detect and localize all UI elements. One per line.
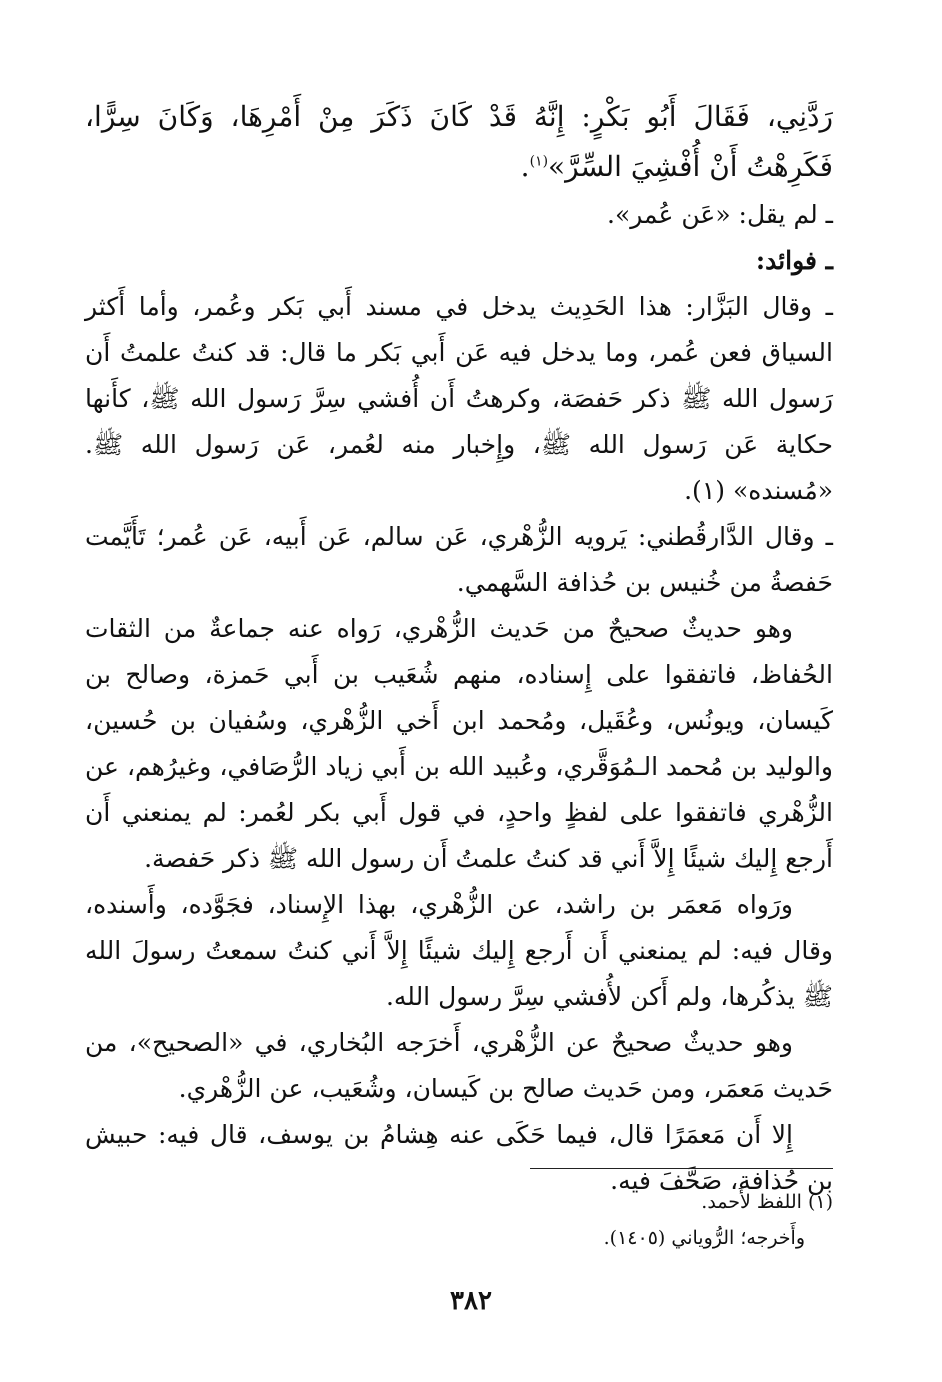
footnote-1: (١) اللفظ لأَحمد.: [701, 1191, 833, 1213]
paragraph-mamar: ورَواه مَعمَر بن راشد، عن الزُّهْري، بهذا الإِسناد، فجَوَّده، وأَسنده، وقال فيه: لم يمنعني أَن أَرجع إِليك شيئًا إِلاَّ أَني كنتُ سمعتُ رسولَ الله ﷺ يذكُرها، ولم أَكن لأُفشي سِرَّ رسول الله.: [85, 890, 833, 1011]
footnote-ref: (١): [529, 153, 549, 170]
section-heading-benefits: ـ فوائد:: [755, 246, 833, 275]
footnote-divider: [530, 1168, 833, 1169]
paragraph-hisham: إِلا أَن مَعمَرًا قال، فيما حَكَى عنه هِشامُ بن يوسف، قال فيه: حبيش بن حُذافة، صَحَّفَ فيه.: [85, 1120, 833, 1195]
hadith-end-mark: .: [520, 150, 530, 183]
paragraph-narrators: وهو حديثٌ صحيحٌ من حَديث الزُّهْري، رَواه عنه جماعةٌ من الثقات الحُفاظ، فاتفقوا على إِسناده، منهم شُعَيب بن أَبي حَمزة، وصالح بن كَيسان، ويونُس، وعُقَيل، ومُحمد ابن أَخي الزُّهْري، وسُفيان بن حُسين، والوليد بن مُحمد الـمُوَقَّري، وعُبيد الله بن أَبي زياد الرُّصَافي، وغيرُهم، عن الزُّهْري فاتفقوا على لفظٍ واحدٍ، في قول أَبي بكر لعُمر: لم يمنعني أَن أَرجع إِليك شيئًا إِلاَّ أَني قد كنتُ علمتُ أَن رسول الله ﷺ ذكر حَفصة.: [85, 614, 833, 873]
paragraph-bazzar: ـ وقال البَزَّار: هذا الحَدِيث يدخل في مسند أَبي بَكر وعُمر، وأما أَكثر السياق فعن عُمر، وما يدخل فيه عَن أَبي بَكر ما قال: قد كنتُ علمتُ أَن رَسول الله ﷺ ذكر حَفصَة، وكرهتُ أَن أُفشي سِرَّ رَسول الله ﷺ، كأَنها حكاية عَن رَسول الله ﷺ، وإِخبار منه لعُمر، عَن رَسول الله ﷺ. «مُسنده» (١).: [85, 292, 833, 505]
page-body: [85, 92, 833, 1204]
page-number: ٣٨٢: [450, 1286, 492, 1316]
footnote-1-continuation: وأَخرجه؛ الرُّوياني (١٤٠٥).: [603, 1227, 805, 1249]
footnotes: [85, 1184, 833, 1256]
paragraph-hadith-ending: [85, 92, 833, 192]
paragraph-daraqutni: ـ وقال الدَّارقُطني: يَرويه الزُّهْري، عَن سالم، عَن أَبيه، عَن عُمر؛ تَأَيَّمت حَفصةُ من خُنيس بن حُذافة السَّهمي.: [85, 522, 833, 597]
paragraph-note: ـ لم يقل: «عَن عُمر».: [607, 200, 833, 229]
paragraph-bukhari: وهو حديثٌ صحيحٌ عن الزُّهْري، أَخرَجه البُخاري، في «الصحيح»، من حَديث مَعمَر، ومن حَديث صالح بن كَيسان، وشُعَيب، عن الزُّهْري.: [85, 1028, 833, 1103]
hadith-text: رَدَّنِي، فَقَالَ أَبُو بَكْرٍ: إِنَّهُ قَدْ كَانَ ذَكَرَ مِنْ أَمْرِهَا، وَكَانَ سِرًّا، فَكَرِهْتُ أَنْ أُفْشِيَ السِّرَّ»: [85, 100, 833, 183]
